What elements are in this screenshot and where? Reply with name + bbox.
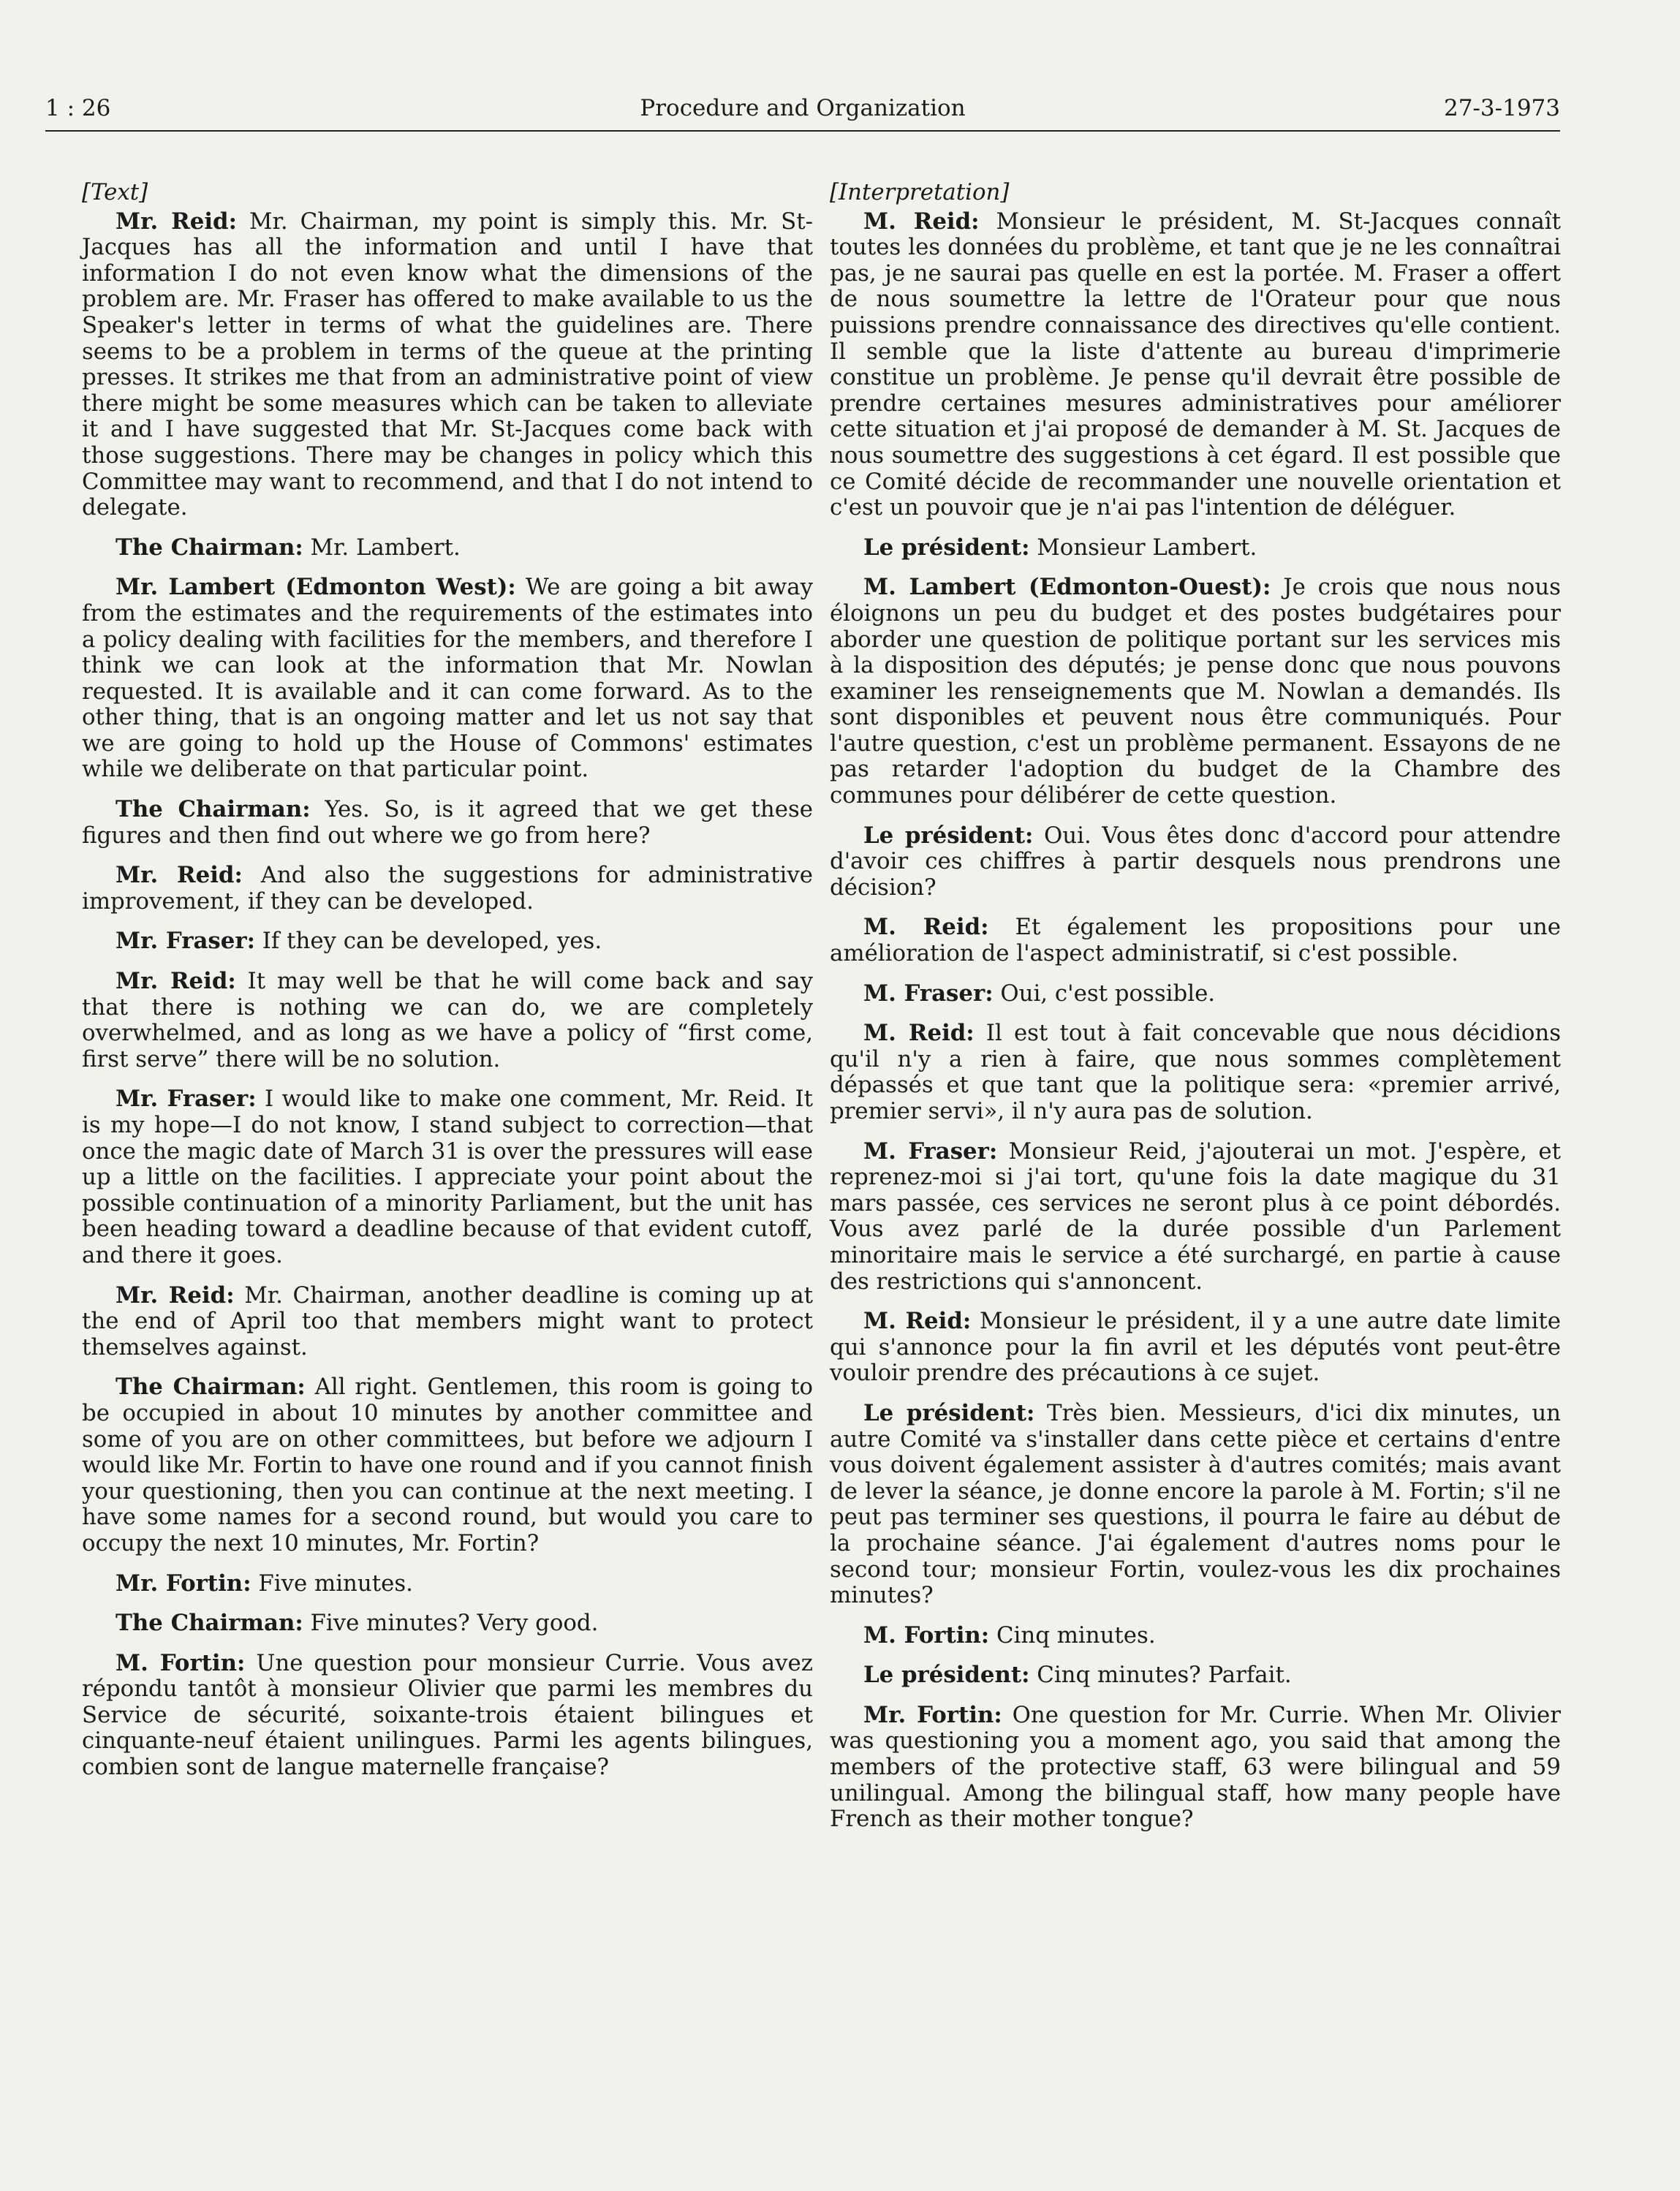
- speech-text: Oui. Vous êtes donc d'accord pour attendre d'avoir ces chiffres à partir desquels nous prendrons une décision?: [830, 822, 1561, 901]
- french-paragraphs: [830, 209, 1561, 1833]
- speech-text: And also the suggestions for administrative improvement, if they can be developed.: [82, 862, 813, 915]
- speech-text: Five minutes? Very good.: [303, 1610, 599, 1637]
- speech-text: Mr. Chairman, my point is simply this. Mr. St-Jacques has all the information and until I have that information I do not even know what the dimensions of the problem are. Mr. Fraser has offered to make available to us the Speaker's letter in terms of what the guidelines are. There seems to be a problem in terms of the queue at the printing presses. It strikes me that from an administrative point of view there might be some measures which can be taken to alleviate it and I have suggested that Mr. St-Jacques come back with those suggestions. There may be changes in policy which this Committee may want to recommend, and that I do not intend to delegate.: [82, 208, 813, 521]
- publication-date: 27-3-1973: [1443, 95, 1560, 121]
- speaker-name: Mr. Reid:: [116, 1282, 235, 1309]
- speaker-name: Mr. Fortin:: [116, 1570, 251, 1597]
- speaker-name: Mr. Reid:: [116, 862, 243, 889]
- speaker-name: The Chairman:: [116, 1374, 306, 1401]
- speech-text: Yes. So, is it agreed that we get these figures and then find out where we go from here?: [82, 796, 813, 849]
- speaker-name: Mr. Lambert (Edmonton West):: [116, 574, 516, 601]
- transcript-paragraph: [82, 1086, 813, 1268]
- transcript-paragraph: [830, 535, 1561, 561]
- transcript-paragraph: [82, 535, 813, 561]
- speech-text: It may well be that he will come back and say that there is nothing we can do, we are completely overwhelmed, and as long as we have a policy of “first come, first serve” there will be no solution.: [82, 968, 813, 1072]
- speaker-name: M. Lambert (Edmonton-Ouest):: [863, 574, 1271, 601]
- speech-text: Monsieur le président, M. St-Jacques connaît toutes les données du problème, et tant que je ne les connaîtrai pas, je ne saurai pas quelle en est la portée. M. Fraser a offert de nous soumettre la lettre de l'Orateur pour que nous puissions prendre connaissance des directives qu'elle contient. Il semble que la liste d'attente au bureau d'imprimerie constitue un problème. Je pense qu'il devrait être possible de prendre certaines mesures administratives pour améliorer cette situation et j'ai proposé de demander à M. St. Jacques de nous soumettre des suggestions à cet égard. Il est possible que ce Comité décide de recommander une nouvelle orientation et c'est un pouvoir que je n'ai pas l'intention de déléguer.: [830, 208, 1561, 521]
- speaker-name: M. Reid:: [863, 1308, 972, 1335]
- transcript-paragraph: [830, 981, 1561, 1007]
- transcript-paragraph: [830, 1309, 1561, 1387]
- english-paragraphs: [82, 209, 813, 1781]
- speech-text: Une question pour monsieur Currie. Vous avez répondu tantôt à monsieur Olivier que parmi les membres du Service de sécurité, soixante-trois étaient bilingues et cinquante-neuf étaient unilingues. Parmi les agents bilingues, combien sont de langue maternelle française?: [82, 1649, 813, 1781]
- transcript-paragraph: [830, 209, 1561, 521]
- transcript-paragraph: [830, 1703, 1561, 1833]
- transcript-paragraph: [82, 1283, 813, 1361]
- speaker-name: The Chairman:: [116, 1610, 303, 1637]
- speaker-name: Mr. Reid:: [116, 208, 237, 235]
- speaker-name: M. Fortin:: [863, 1622, 990, 1649]
- transcript-paragraph: [82, 209, 813, 521]
- speaker-name: Mr. Reid:: [116, 968, 236, 995]
- transcript-paragraph: [82, 1571, 813, 1597]
- speech-text: If they can be developed, yes.: [254, 928, 602, 955]
- speech-text: One question for Mr. Currie. When Mr. Olivier was questioning you a moment ago, you said that among the members of the protective staff, 63 were bilingual and 59 unilingual. Among the bilingual staff, how many people have French as their mother tongue?: [830, 1701, 1561, 1833]
- speech-text: Cinq minutes? Parfait.: [1029, 1662, 1292, 1689]
- speaker-name: Le président:: [863, 822, 1034, 849]
- transcript-paragraph: [830, 823, 1561, 901]
- transcript-paragraph: [82, 1611, 813, 1637]
- transcript-paragraph: [82, 575, 813, 783]
- speaker-name: Le président:: [863, 534, 1030, 561]
- speaker-name: M. Fortin:: [116, 1649, 246, 1676]
- transcript-paragraph: [82, 797, 813, 849]
- transcript-paragraph: [82, 1374, 813, 1556]
- page-header: [45, 94, 1560, 132]
- speaker-name: The Chairman:: [116, 796, 311, 823]
- speaker-name: Le président:: [863, 1399, 1035, 1426]
- speaker-name: M. Reid:: [863, 914, 989, 941]
- speaker-name: M. Fraser:: [863, 1138, 998, 1165]
- transcript-paragraph: [830, 1021, 1561, 1124]
- speaker-name: Le président:: [863, 1662, 1030, 1689]
- speaker-name: Mr. Fortin:: [863, 1701, 1002, 1728]
- transcript-paragraph: [830, 915, 1561, 966]
- speaker-name: Mr. Fraser:: [116, 928, 255, 955]
- speech-text: Et également les propositions pour une amélioration de l'aspect administratif, si c'est possible.: [830, 914, 1561, 967]
- publication-title: Procedure and Organization: [640, 95, 966, 121]
- page-number: 1 : 26: [45, 95, 111, 121]
- speech-text: I would like to make one comment, Mr. Reid. It is my hope—I do not know, I stand subject to correction—that once the magic date of March 31 is over the pressures will ease up a little on the facilities. I appreciate your point about the possible continuation of a minority Parliament, but the unit has been heading toward a deadline because of that evident cutoff, and there it goes.: [82, 1086, 813, 1268]
- speech-text: Je crois que nous nous éloignons un peu du budget et des postes budgétaires pour aborder une question de politique portant sur les services mis à la disposition des députés; je pense donc que nous pouvons examiner les renseignements que M. Nowlan a demandés. Ils sont disponibles et peuvent nous être communiqués. Pour l'autre question, c'est un problème permanent. Essayons de ne pas retarder l'adoption du budget de la Chambre des communes pour délibérer de cette question.: [830, 574, 1561, 809]
- transcript-paragraph: [830, 1139, 1561, 1295]
- transcript-paragraph: [82, 863, 813, 915]
- speech-text: Monsieur Reid, j'ajouterai un mot. J'espère, et reprenez-moi si j'ai tort, qu'une fois la date magique du 31 mars passée, ces services ne seront plus à ce point débordés. Vous avez parlé de la durée possible d'un Parlement minoritaire mais le service a été surchargé, en partie à cause des restrictions qui s'annoncent.: [830, 1138, 1561, 1295]
- speech-text: Cinq minutes.: [989, 1622, 1156, 1649]
- speaker-name: M. Fraser:: [863, 980, 994, 1007]
- section-label-text: [Text]: [82, 179, 148, 205]
- speech-text: Mr. Chairman, another deadline is coming up at the end of April too that members might want to protect themselves against.: [82, 1282, 813, 1361]
- speaker-name: Mr. Fraser:: [116, 1086, 257, 1113]
- transcript-paragraph: [82, 969, 813, 1072]
- speech-text: Il est tout à fait concevable que nous décidions qu'il n'y a rien à faire, que nous sommes complètement dépassés et que tant que la politique sera: «premier arrivé, premier servi», il n'y aura pas de solution.: [830, 1020, 1561, 1124]
- speech-text: Très bien. Messieurs, d'ici dix minutes, un autre Comité va s'installer dans cette pièce et certains d'entre vous doivent également assister à d'autres comités; mais avant de lever la séance, je donne encore la parole à M. Fortin; s'il ne peut pas terminer ses questions, il pourra le faire au début de la prochaine séance. J'ai également d'autres noms pour le second tour; monsieur Fortin, voulez-vous les dix prochaines minutes?: [830, 1399, 1561, 1609]
- speech-text: Oui, c'est possible.: [993, 980, 1216, 1007]
- speaker-name: The Chairman:: [116, 534, 303, 561]
- speech-text: All right. Gentlemen, this room is going to be occupied in about 10 minutes by another committee and some of you are on other committees, but before we adjourn I would like Mr. Fortin to have one round and if you cannot finish your questioning, then you can continue at the next meeting. I have some names for a second round, but would you care to occupy the next 10 minutes, Mr. Fortin?: [82, 1374, 813, 1556]
- speech-text: We are going a bit away from the estimates and the requirements of the estimates into a policy dealing with facilities for the members, and therefore I think we can look at the information that Mr. Nowlan requested. It is available and it can come forward. As to the other thing, that is an ongoing matter and let us not say that we are going to hold up the House of Commons' estimates while we deliberate on that particular point.: [82, 574, 813, 783]
- transcript-paragraph: [830, 575, 1561, 809]
- french-column: [830, 180, 1561, 1847]
- transcript-paragraph: [82, 1651, 813, 1781]
- section-label-interpretation: [Interpretation]: [830, 179, 1010, 205]
- speaker-name: M. Reid:: [863, 208, 980, 235]
- speech-text: Monsieur le président, il y a une autre date limite qui s'annonce pour la fin avril et les députés vont peut-être vouloir prendre des précautions à ce sujet.: [830, 1308, 1561, 1387]
- transcript-paragraph: [82, 928, 813, 955]
- speech-text: Five minutes.: [251, 1570, 413, 1597]
- speech-text: Mr. Lambert.: [303, 534, 461, 561]
- transcript-paragraph: [830, 1623, 1561, 1649]
- transcript-paragraph: [830, 1662, 1561, 1689]
- speaker-name: M. Reid:: [863, 1020, 975, 1047]
- transcript-paragraph: [830, 1401, 1561, 1609]
- speech-text: Monsieur Lambert.: [1029, 534, 1257, 561]
- english-column: [82, 180, 813, 1795]
